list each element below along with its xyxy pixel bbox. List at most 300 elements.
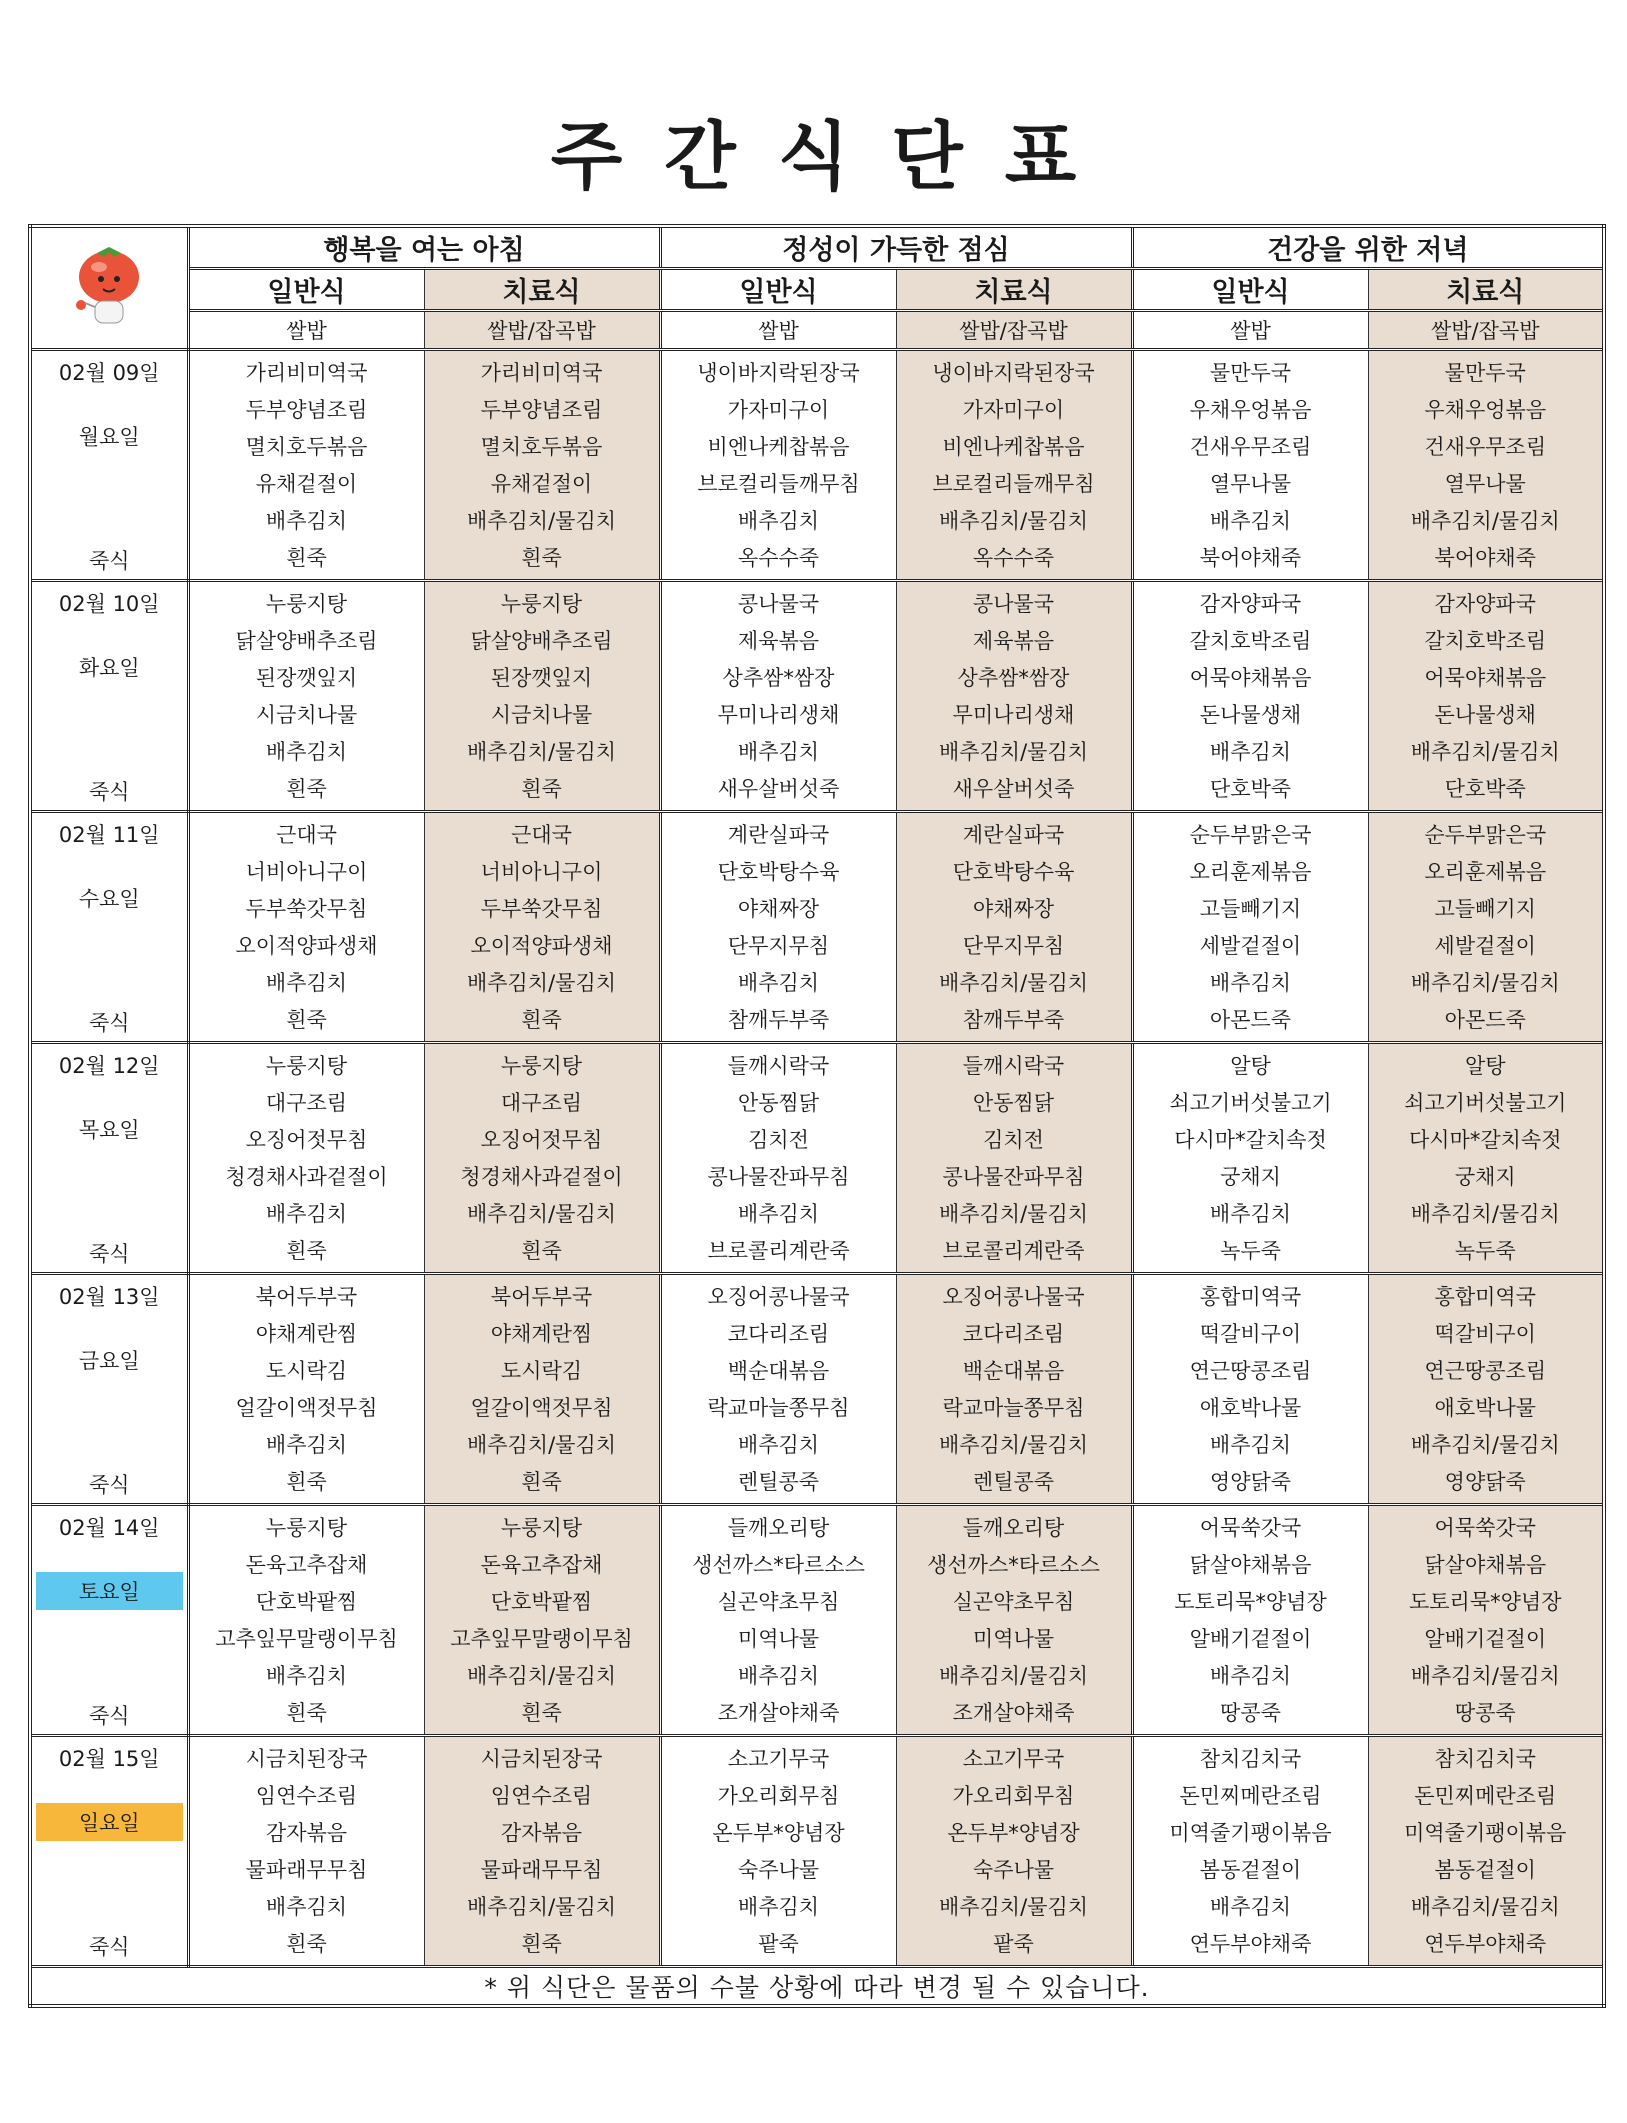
day-label-cell bbox=[30, 1043, 188, 1274]
day-label-cell bbox=[30, 350, 188, 581]
menu-item: 물만두국 bbox=[1209, 361, 1292, 385]
menu-item: 야채짜장 bbox=[737, 897, 820, 921]
menu-item: 얼갈이액젓무침 bbox=[470, 1396, 613, 1420]
menu-item: 건새우무조림 bbox=[1424, 435, 1547, 459]
day-label-cell bbox=[30, 812, 188, 1043]
date-label: 02월 14일 bbox=[58, 1516, 160, 1540]
menu-item: 임연수조림 bbox=[490, 1784, 593, 1808]
menu-item: 녹두죽 bbox=[1454, 1239, 1516, 1263]
menu-item: 배추김치 bbox=[1209, 1895, 1292, 1919]
menu-item: 배추김치/물김치 bbox=[466, 740, 617, 764]
lunch-therapy-rice: 쌀밥/잡곡밥 bbox=[896, 311, 1132, 350]
lunch-header: 정성이 가득한 점심 bbox=[660, 226, 1132, 269]
menu-item: 너비아니구이 bbox=[480, 860, 603, 884]
menu-item: 오징어콩나물국 bbox=[707, 1285, 850, 1309]
menu-item: 들깨시락국 bbox=[962, 1054, 1065, 1078]
menu-item: 배추김치 bbox=[265, 509, 348, 533]
menu-item: 소고기무국 bbox=[962, 1747, 1065, 1771]
menu-item: 아몬드죽 bbox=[1209, 1008, 1292, 1032]
dinner-therapy-cell bbox=[1368, 1043, 1604, 1274]
dinner-general-header: 일반식 bbox=[1132, 269, 1368, 311]
menu-item: 흰죽 bbox=[521, 1239, 562, 1263]
menu-item: 대구조림 bbox=[500, 1091, 583, 1115]
menu-item: 흰죽 bbox=[286, 1932, 327, 1956]
menu-item: 흰죽 bbox=[286, 546, 327, 570]
menu-item: 생선까스*타르소스 bbox=[927, 1553, 1100, 1577]
menu-item: 연근땅콩조림 bbox=[1189, 1359, 1312, 1383]
menu-item: 참깨두부죽 bbox=[962, 1008, 1065, 1032]
menu-item: 들깨시락국 bbox=[727, 1054, 830, 1078]
menu-item: 연근땅콩조림 bbox=[1424, 1359, 1547, 1383]
date-label: 02월 11일 bbox=[58, 823, 160, 847]
menu-item: 배추김치 bbox=[737, 1895, 820, 1919]
menu-item: 닭살양배추조림 bbox=[470, 629, 613, 653]
menu-item: 감자양파국 bbox=[1434, 592, 1536, 616]
menu-item: 팥죽 bbox=[758, 1932, 799, 1956]
breakfast-therapy-cell bbox=[424, 1274, 660, 1505]
breakfast-therapy-cell bbox=[424, 350, 660, 581]
menu-item: 배추김치/물김치 bbox=[938, 509, 1089, 533]
menu-item: 배추김치/물김치 bbox=[466, 1664, 617, 1688]
menu-item: 물파래무무침 bbox=[245, 1858, 368, 1882]
menu-item: 흰죽 bbox=[286, 1470, 327, 1494]
date-label: 02월 13일 bbox=[58, 1285, 160, 1309]
menu-item: 배추김치 bbox=[265, 1664, 348, 1688]
menu-item: 김치전 bbox=[748, 1128, 809, 1152]
menu-item: 가리비미역국 bbox=[480, 361, 603, 385]
menu-item: 단무지무침 bbox=[727, 934, 830, 958]
menu-item: 야채짜장 bbox=[972, 897, 1055, 921]
menu-item: 북어야채죽 bbox=[1434, 546, 1536, 570]
menu-item: 오이적양파생채 bbox=[470, 934, 613, 958]
menu-item: 알배기겉절이 bbox=[1424, 1627, 1547, 1651]
menu-item: 오리훈제볶음 bbox=[1424, 860, 1547, 884]
menu-item: 두부쑥갓무침 bbox=[480, 897, 603, 921]
menu-item: 땅콩죽 bbox=[1220, 1701, 1281, 1725]
menu-item: 고들빼기지 bbox=[1434, 897, 1536, 921]
dinner-therapy-cell bbox=[1368, 350, 1604, 581]
menu-item: 세발겉절이 bbox=[1199, 934, 1302, 958]
menu-item: 얼갈이액젓무침 bbox=[235, 1396, 378, 1420]
menu-item: 온두부*양념장 bbox=[947, 1821, 1080, 1845]
breakfast-general-cell bbox=[188, 581, 424, 812]
lunch-general-cell bbox=[660, 350, 896, 581]
menu-item: 야채계란찜 bbox=[255, 1322, 358, 1346]
dinner-general-cell bbox=[1132, 1043, 1368, 1274]
menu-item: 배추김치 bbox=[265, 740, 348, 764]
menu-item: 북어두부국 bbox=[255, 1285, 358, 1309]
menu-item: 팥죽 bbox=[993, 1932, 1034, 1956]
menu-item: 배추김치 bbox=[737, 971, 820, 995]
menu-item: 숙주나물 bbox=[737, 1858, 820, 1882]
breakfast-general-cell bbox=[188, 350, 424, 581]
dinner-general-cell bbox=[1132, 1274, 1368, 1505]
porridge-label: 죽식 bbox=[88, 1011, 130, 1035]
menu-item: 비엔나케찹볶음 bbox=[707, 435, 850, 459]
menu-item: 우채우엉볶음 bbox=[1424, 398, 1547, 422]
lunch-general-cell bbox=[660, 581, 896, 812]
menu-item: 미역나물 bbox=[737, 1627, 820, 1651]
menu-item: 알배기겉절이 bbox=[1189, 1627, 1312, 1651]
dinner-general-cell bbox=[1132, 1736, 1368, 1967]
breakfast-therapy-cell bbox=[424, 581, 660, 812]
weekday-label: 일요일 bbox=[36, 1803, 183, 1841]
menu-item: 단호박팥찜 bbox=[490, 1590, 593, 1614]
menu-item: 고들빼기지 bbox=[1199, 897, 1302, 921]
menu-item: 배추김치/물김치 bbox=[466, 509, 617, 533]
breakfast-header: 행복을 여는 아침 bbox=[188, 226, 660, 269]
menu-item: 조개살야채죽 bbox=[717, 1701, 840, 1725]
porridge-label: 죽식 bbox=[88, 780, 130, 804]
menu-item: 누룽지탕 bbox=[500, 1516, 583, 1540]
breakfast-general-rice: 쌀밥 bbox=[188, 311, 424, 350]
weekly-menu-table bbox=[28, 224, 1606, 2008]
menu-item: 누룽지탕 bbox=[265, 1516, 348, 1540]
menu-item: 어묵야채볶음 bbox=[1189, 666, 1312, 690]
dinner-therapy-rice: 쌀밥/잡곡밥 bbox=[1368, 311, 1604, 350]
menu-item: 된장깻잎지 bbox=[255, 666, 358, 690]
menu-item: 배추김치 bbox=[265, 1895, 348, 1919]
menu-item: 비엔나케찹볶음 bbox=[942, 435, 1085, 459]
menu-item: 배추김치 bbox=[737, 740, 820, 764]
breakfast-therapy-header: 치료식 bbox=[424, 269, 660, 311]
day-row bbox=[30, 1505, 1604, 1736]
breakfast-therapy-rice: 쌀밥/잡곡밥 bbox=[424, 311, 660, 350]
footer-note: * 위 식단은 물품의 수불 상황에 따라 변경 될 수 있습니다. bbox=[30, 1967, 1604, 2007]
lunch-therapy-cell bbox=[896, 1505, 1132, 1736]
lunch-therapy-cell bbox=[896, 581, 1132, 812]
menu-item: 배추김치/물김치 bbox=[1410, 1433, 1560, 1457]
menu-item: 쇠고기버섯불고기 bbox=[1169, 1091, 1332, 1115]
menu-item: 단무지무침 bbox=[962, 934, 1065, 958]
menu-item: 계란실파국 bbox=[727, 823, 830, 847]
menu-item: 배추김치 bbox=[1209, 971, 1292, 995]
menu-item: 제육볶음 bbox=[972, 629, 1055, 653]
menu-item: 건새우무조림 bbox=[1189, 435, 1312, 459]
menu-item: 도시락김 bbox=[500, 1359, 583, 1383]
lunch-therapy-cell bbox=[896, 1043, 1132, 1274]
menu-item: 세발겉절이 bbox=[1434, 934, 1536, 958]
menu-item: 배추김치 bbox=[737, 1664, 820, 1688]
menu-item: 옥수수죽 bbox=[737, 546, 820, 570]
menu-item: 배추김치/물김치 bbox=[1410, 1895, 1560, 1919]
menu-item: 누룽지탕 bbox=[500, 592, 583, 616]
menu-item: 단호박죽 bbox=[1209, 777, 1292, 801]
menu-item: 두부쑥갓무침 bbox=[245, 897, 368, 921]
breakfast-general-cell bbox=[188, 812, 424, 1043]
menu-item: 다시마*갈치속젓 bbox=[1174, 1128, 1327, 1152]
menu-item: 배추김치/물김치 bbox=[466, 1895, 617, 1919]
menu-item: 고추잎무말랭이무침 bbox=[450, 1627, 633, 1651]
breakfast-general-cell bbox=[188, 1736, 424, 1967]
menu-item: 흰죽 bbox=[286, 1239, 327, 1263]
menu-item: 도토리묵*양념장 bbox=[1174, 1590, 1327, 1614]
tomato-icon bbox=[59, 235, 159, 335]
menu-item: 누룽지탕 bbox=[265, 1054, 348, 1078]
day-row bbox=[30, 1043, 1604, 1274]
dinner-therapy-cell bbox=[1368, 1505, 1604, 1736]
dinner-general-cell bbox=[1132, 581, 1368, 812]
menu-item: 봄동겉절이 bbox=[1199, 1858, 1302, 1882]
menu-item: 냉이바지락된장국 bbox=[697, 361, 860, 385]
menu-item: 계란실파국 bbox=[962, 823, 1065, 847]
menu-item: 미역줄기팽이볶음 bbox=[1169, 1821, 1332, 1845]
menu-item: 배추김치/물김치 bbox=[938, 971, 1089, 995]
menu-item: 순두부맑은국 bbox=[1424, 823, 1547, 847]
lunch-therapy-cell bbox=[896, 812, 1132, 1043]
menu-item: 가리비미역국 bbox=[245, 361, 368, 385]
lunch-therapy-cell bbox=[896, 1736, 1132, 1967]
menu-item: 무미나리생채 bbox=[717, 703, 840, 727]
menu-item: 녹두죽 bbox=[1220, 1239, 1281, 1263]
menu-item: 청경채사과겉절이 bbox=[460, 1165, 623, 1189]
menu-item: 배추김치 bbox=[265, 971, 348, 995]
menu-item: 우채우엉볶음 bbox=[1189, 398, 1312, 422]
menu-item: 배추김치/물김치 bbox=[938, 740, 1089, 764]
menu-item: 유채겉절이 bbox=[255, 472, 358, 496]
menu-item: 배추김치 bbox=[737, 1433, 820, 1457]
menu-item: 락교마늘쫑무침 bbox=[707, 1396, 850, 1420]
menu-item: 미역나물 bbox=[972, 1627, 1055, 1651]
menu-item: 감자볶음 bbox=[265, 1821, 348, 1845]
breakfast-therapy-cell bbox=[424, 812, 660, 1043]
menu-item: 돈육고추잡채 bbox=[245, 1553, 368, 1577]
menu-item: 된장깻잎지 bbox=[490, 666, 593, 690]
menu-item: 배추김치/물김치 bbox=[1410, 509, 1560, 533]
menu-item: 배추김치/물김치 bbox=[1410, 971, 1560, 995]
menu-item: 연두부야채죽 bbox=[1424, 1932, 1547, 1956]
dinner-header: 건강을 위한 저녁 bbox=[1132, 226, 1604, 269]
porridge-label: 죽식 bbox=[88, 1935, 130, 1959]
menu-item: 단호박탕수육 bbox=[952, 860, 1075, 884]
menu-item: 열무나물 bbox=[1209, 472, 1292, 496]
lunch-general-cell bbox=[660, 1274, 896, 1505]
menu-item: 배추김치/물김치 bbox=[938, 1433, 1089, 1457]
menu-item: 봄동겉절이 bbox=[1434, 1858, 1536, 1882]
porridge-label: 죽식 bbox=[88, 1242, 130, 1266]
day-label-cell bbox=[30, 581, 188, 812]
menu-item: 가자미구이 bbox=[962, 398, 1065, 422]
menu-item: 연두부야채죽 bbox=[1189, 1932, 1312, 1956]
day-row bbox=[30, 350, 1604, 581]
menu-item: 시금치된장국 bbox=[245, 1747, 368, 1771]
menu-item: 코다리조림 bbox=[727, 1322, 830, 1346]
menu-item: 오징어젓무침 bbox=[245, 1128, 368, 1152]
menu-item: 닭살양배추조림 bbox=[235, 629, 378, 653]
menu-item: 실곤약초무침 bbox=[952, 1590, 1075, 1614]
day-row bbox=[30, 1274, 1604, 1505]
menu-item: 무미나리생채 bbox=[952, 703, 1075, 727]
menu-item: 숙주나물 bbox=[972, 1858, 1055, 1882]
menu-item: 오이적양파생채 bbox=[235, 934, 378, 958]
menu-item: 코다리조림 bbox=[962, 1322, 1065, 1346]
menu-item: 돈나물생채 bbox=[1434, 703, 1536, 727]
menu-item: 단호박탕수육 bbox=[717, 860, 840, 884]
dinner-therapy-cell bbox=[1368, 581, 1604, 812]
menu-item: 두부양념조림 bbox=[480, 398, 603, 422]
menu-item: 흰죽 bbox=[521, 777, 562, 801]
day-label-cell bbox=[30, 1274, 188, 1505]
menu-item: 청경채사과겉절이 bbox=[225, 1165, 388, 1189]
breakfast-general-header: 일반식 bbox=[188, 269, 424, 311]
menu-item: 새우살버섯죽 bbox=[717, 777, 840, 801]
menu-item: 감자양파국 bbox=[1199, 592, 1302, 616]
menu-item: 콩나물국 bbox=[737, 592, 820, 616]
date-label: 02월 15일 bbox=[58, 1747, 160, 1771]
menu-item: 도토리묵*양념장 bbox=[1408, 1590, 1562, 1614]
menu-item: 순두부맑은국 bbox=[1189, 823, 1312, 847]
weekday-label: 목요일 bbox=[78, 1118, 140, 1142]
menu-item: 옥수수죽 bbox=[972, 546, 1055, 570]
menu-item: 알탕 bbox=[1230, 1054, 1271, 1078]
menu-item: 배추김치 bbox=[1209, 509, 1292, 533]
menu-item: 상추쌈*쌈장 bbox=[957, 666, 1070, 690]
porridge-label: 죽식 bbox=[88, 549, 130, 573]
menu-item: 오징어콩나물국 bbox=[942, 1285, 1085, 1309]
menu-item: 너비아니구이 bbox=[245, 860, 368, 884]
date-label: 02월 10일 bbox=[58, 592, 160, 616]
menu-item: 열무나물 bbox=[1444, 472, 1526, 496]
dinner-therapy-cell bbox=[1368, 812, 1604, 1043]
menu-item: 제육볶음 bbox=[737, 629, 820, 653]
menu-item: 브로콜리계란죽 bbox=[942, 1239, 1085, 1263]
menu-item: 배추김치/물김치 bbox=[466, 971, 617, 995]
menu-item: 흰죽 bbox=[286, 1701, 327, 1725]
menu-item: 근대국 bbox=[511, 823, 572, 847]
porridge-label: 죽식 bbox=[88, 1473, 130, 1497]
breakfast-general-cell bbox=[188, 1274, 424, 1505]
menu-item: 시금치나물 bbox=[490, 703, 593, 727]
menu-item: 북어두부국 bbox=[490, 1285, 593, 1309]
menu-item: 오리훈제볶음 bbox=[1189, 860, 1312, 884]
menu-item: 브로콜리계란죽 bbox=[707, 1239, 850, 1263]
lunch-general-rice: 쌀밥 bbox=[660, 311, 896, 350]
menu-item: 시금치나물 bbox=[255, 703, 358, 727]
menu-item: 미역줄기팽이볶음 bbox=[1404, 1821, 1567, 1845]
menu-item: 배추김치 bbox=[265, 1433, 348, 1457]
menu-item: 조개살야채죽 bbox=[952, 1701, 1075, 1725]
menu-item: 멸치호두볶음 bbox=[245, 435, 368, 459]
menu-item: 흰죽 bbox=[521, 1008, 562, 1032]
menu-item: 감자볶음 bbox=[500, 1821, 583, 1845]
menu-item: 대구조림 bbox=[265, 1091, 348, 1115]
menu-item: 흰죽 bbox=[286, 777, 327, 801]
menu-item: 오징어젓무침 bbox=[480, 1128, 603, 1152]
weekday-label: 토요일 bbox=[36, 1572, 183, 1610]
menu-item: 북어야채죽 bbox=[1199, 546, 1302, 570]
lunch-therapy-cell bbox=[896, 350, 1132, 581]
menu-item: 흰죽 bbox=[286, 1008, 327, 1032]
tomato-mascot-logo bbox=[30, 226, 188, 350]
menu-item: 백순대볶음 bbox=[962, 1359, 1065, 1383]
menu-item: 흰죽 bbox=[521, 1701, 562, 1725]
menu-item: 근대국 bbox=[276, 823, 337, 847]
day-label-cell bbox=[30, 1736, 188, 1967]
menu-item: 가오리회무침 bbox=[952, 1784, 1075, 1808]
menu-item: 콩나물국 bbox=[972, 592, 1055, 616]
menu-item: 흰죽 bbox=[521, 1470, 562, 1494]
menu-item: 닭살야채볶음 bbox=[1424, 1553, 1547, 1577]
menu-item: 안동찜닭 bbox=[737, 1091, 820, 1115]
menu-item: 상추쌈*쌈장 bbox=[722, 666, 835, 690]
weekday-label: 월요일 bbox=[78, 425, 140, 449]
dinner-general-cell bbox=[1132, 1505, 1368, 1736]
menu-item: 떡갈비구이 bbox=[1199, 1322, 1302, 1346]
menu-item: 돈나물생채 bbox=[1199, 703, 1302, 727]
lunch-therapy-header: 치료식 bbox=[896, 269, 1132, 311]
menu-item: 렌틸콩죽 bbox=[737, 1470, 820, 1494]
dinner-therapy-cell bbox=[1368, 1274, 1604, 1505]
menu-item: 단호박팥찜 bbox=[255, 1590, 358, 1614]
weekday-label: 화요일 bbox=[78, 656, 140, 680]
menu-item: 배추김치/물김치 bbox=[938, 1202, 1089, 1226]
menu-item: 백순대볶음 bbox=[727, 1359, 830, 1383]
menu-item: 어묵쑥갓국 bbox=[1199, 1516, 1302, 1540]
menu-item: 쇠고기버섯불고기 bbox=[1404, 1091, 1567, 1115]
menu-item: 야채계란찜 bbox=[490, 1322, 593, 1346]
menu-item: 갈치호박조림 bbox=[1424, 629, 1547, 653]
menu-item: 배추김치 bbox=[1209, 1664, 1292, 1688]
menu-item: 물파래무무침 bbox=[480, 1858, 603, 1882]
menu-item: 두부양념조림 bbox=[245, 398, 368, 422]
menu-item: 애호박나물 bbox=[1199, 1396, 1302, 1420]
menu-item: 도시락김 bbox=[265, 1359, 348, 1383]
weekday-label: 금요일 bbox=[78, 1349, 140, 1373]
menu-item: 콩나물잔파무침 bbox=[707, 1165, 850, 1189]
breakfast-therapy-cell bbox=[424, 1505, 660, 1736]
lunch-general-cell bbox=[660, 812, 896, 1043]
breakfast-general-cell bbox=[188, 1505, 424, 1736]
menu-item: 물만두국 bbox=[1444, 361, 1526, 385]
menu-item: 홍합미역국 bbox=[1434, 1285, 1536, 1309]
day-row bbox=[30, 1736, 1604, 1967]
day-row bbox=[30, 581, 1604, 812]
date-label: 02월 09일 bbox=[58, 361, 160, 385]
menu-item: 홍합미역국 bbox=[1199, 1285, 1302, 1309]
menu-item: 닭살야채볶음 bbox=[1189, 1553, 1312, 1577]
menu-item: 김치전 bbox=[983, 1128, 1044, 1152]
menu-item: 배추김치 bbox=[1209, 1202, 1292, 1226]
menu-item: 배추김치/물김치 bbox=[1410, 1202, 1560, 1226]
menu-item: 다시마*갈치속젓 bbox=[1408, 1128, 1562, 1152]
menu-item: 땅콩죽 bbox=[1454, 1701, 1516, 1725]
dinner-general-cell bbox=[1132, 350, 1368, 581]
menu-item: 아몬드죽 bbox=[1444, 1008, 1526, 1032]
menu-item: 렌틸콩죽 bbox=[972, 1470, 1055, 1494]
menu-item: 배추김치/물김치 bbox=[466, 1433, 617, 1457]
day-label-cell bbox=[30, 1505, 188, 1736]
menu-item: 콩나물잔파무침 bbox=[942, 1165, 1085, 1189]
menu-item: 온두부*양념장 bbox=[712, 1821, 845, 1845]
menu-item: 들깨오리탕 bbox=[727, 1516, 830, 1540]
menu-item: 궁채지 bbox=[1220, 1165, 1281, 1189]
menu-item: 어묵쑥갓국 bbox=[1434, 1516, 1536, 1540]
menu-item: 배추김치/물김치 bbox=[938, 1664, 1089, 1688]
menu-item: 참치김치국 bbox=[1434, 1747, 1536, 1771]
menu-item: 고추잎무말랭이무침 bbox=[215, 1627, 398, 1651]
dinner-therapy-cell bbox=[1368, 1736, 1604, 1967]
menu-item: 브로컬리들깨무침 bbox=[697, 472, 860, 496]
menu-item: 배추김치/물김치 bbox=[938, 1895, 1089, 1919]
menu-item: 갈치호박조림 bbox=[1189, 629, 1312, 653]
lunch-general-cell bbox=[660, 1043, 896, 1274]
menu-item: 생선까스*타르소스 bbox=[692, 1553, 865, 1577]
menu-item: 궁채지 bbox=[1454, 1165, 1516, 1189]
menu-item: 유채겉절이 bbox=[490, 472, 593, 496]
menu-item: 가오리회무침 bbox=[717, 1784, 840, 1808]
menu-item: 들깨오리탕 bbox=[962, 1516, 1065, 1540]
menu-item: 참치김치국 bbox=[1199, 1747, 1302, 1771]
